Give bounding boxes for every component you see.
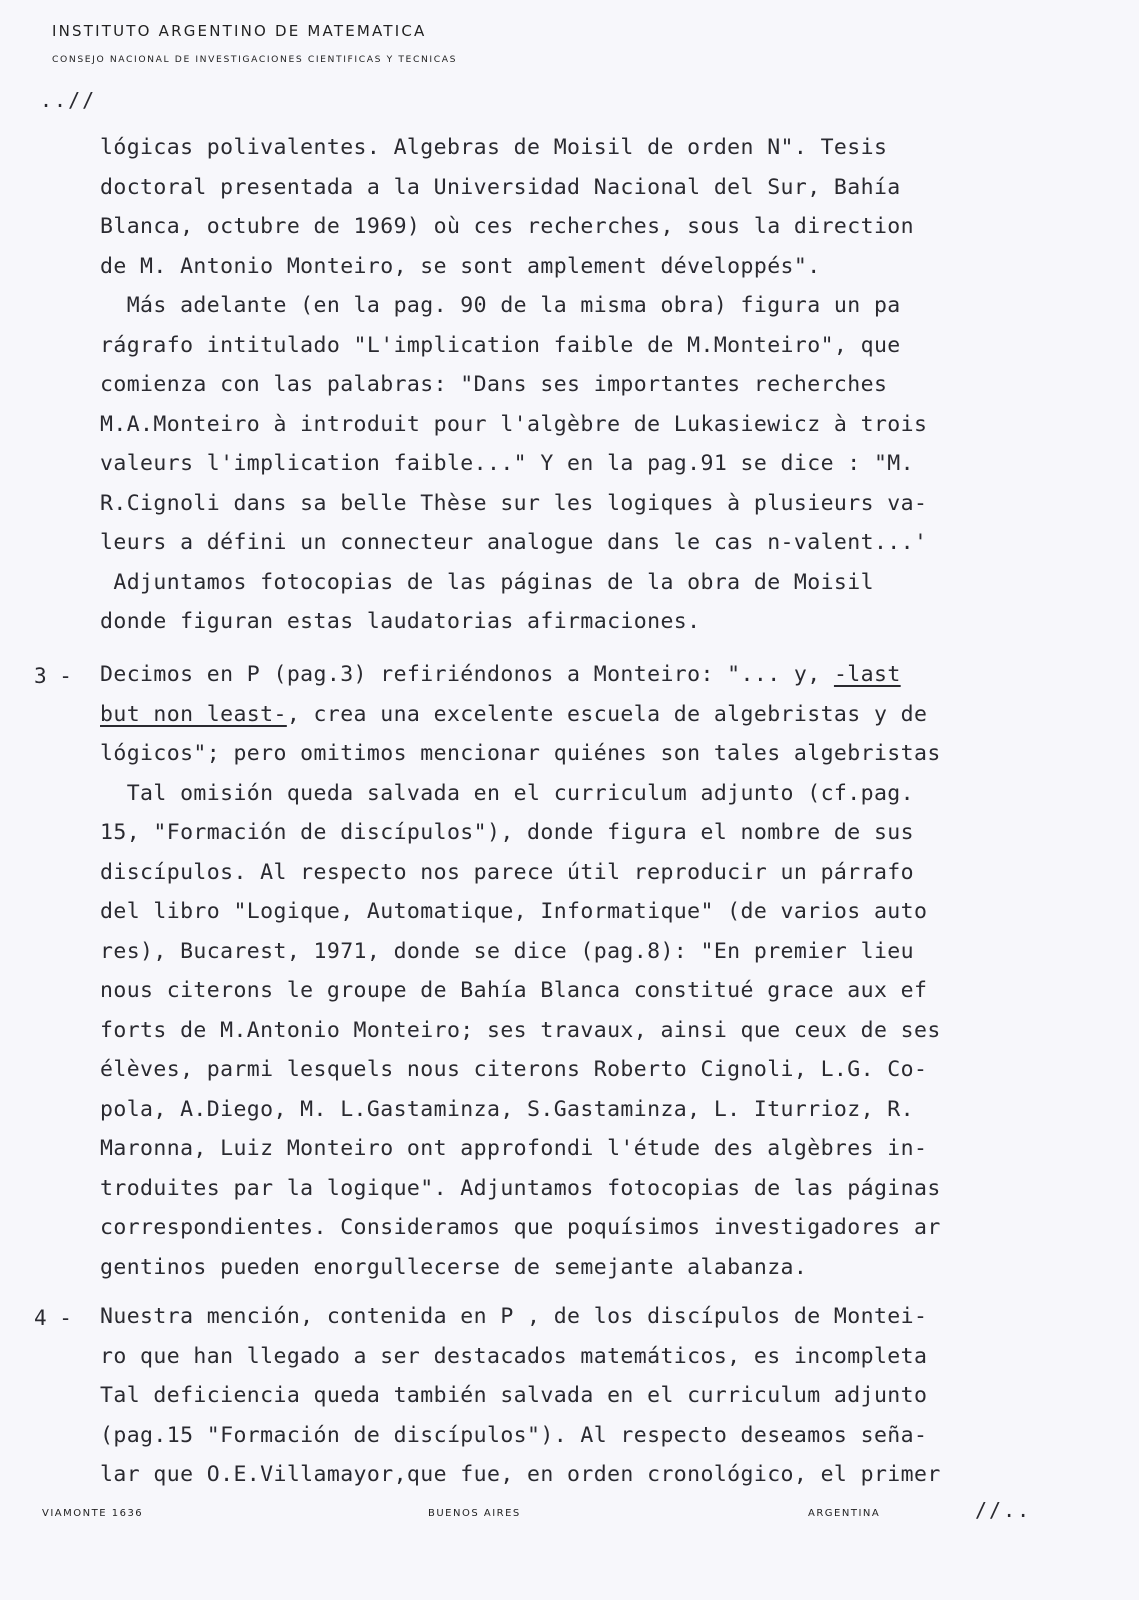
- item-4-number: 4 -: [34, 1306, 72, 1330]
- item-3-line: lógicos"; pero omitimos mencionar quiénes son tales algebristas: [100, 741, 941, 766]
- paragraph-line: lógicas polivalentes. Algebras de Moisil de orden N". Tesis: [100, 135, 888, 160]
- item-3-text: Decimos en P (pag.3) refiriéndonos a Monteiro: "... y,: [100, 662, 834, 687]
- underlined-phrase: but non least-: [100, 701, 287, 727]
- footer-address: VIAMONTE 1636: [42, 1508, 144, 1519]
- paragraph-line: Blanca, octubre de 1969) où ces recherches, sous la direction: [100, 214, 914, 239]
- item-3-first-line: [100, 660, 901, 690]
- paragraph-line: de M. Antonio Monteiro, se sont amplement développés".: [100, 253, 821, 279]
- institute-name: INSTITUTO ARGENTINO DE MATEMATICA: [52, 22, 427, 40]
- item-3-line: Tal omisión queda salvada en el curriculum adjunto (cf.pag.: [100, 780, 914, 806]
- item-4-line: ro que han llegado a ser destacados matemáticos, es incompleta: [100, 1343, 928, 1369]
- paragraph-line: doctoral presentada a la Universidad Nacional del Sur, Bahía: [100, 174, 901, 200]
- paragraph-line: rágrafo intitulado "L'implication faible de M.Monteiro", que: [100, 332, 901, 358]
- footer-country: ARGENTINA: [808, 1508, 881, 1519]
- paragraph-line: Adjuntamos fotocopias de las páginas de la obra de Moisil: [100, 569, 874, 595]
- continuation-mark-top: ..//: [40, 88, 97, 112]
- item-3-line: gentinos pueden enorgullecerse de semejante alabanza.: [100, 1254, 808, 1280]
- item-4-line: Nuestra mención, contenida en P , de los discípulos de Montei-: [100, 1304, 928, 1329]
- item-3-line: forts de M.Antonio Monteiro; ses travaux, ainsi que ceux de ses: [100, 1017, 941, 1043]
- paragraph-line: comienza con las palabras: "Dans ses importantes recherches: [100, 372, 888, 397]
- letterhead: [52, 22, 457, 65]
- council-name: CONSEJO NACIONAL DE INVESTIGACIONES CIENTIFICAS Y TECNICAS: [52, 54, 458, 65]
- underlined-phrase: -last: [833, 662, 901, 687]
- item-3-line: 15, "Formación de discípulos"), donde figura el nombre de sus: [100, 820, 914, 845]
- item-4-line: (pag.15 "Formación de discípulos"). Al respecto deseamos seña-: [100, 1422, 928, 1448]
- paragraph-line: R.Cignoli dans sa belle Thèse sur les logiques à plusieurs va-: [100, 490, 928, 516]
- item-3-line: correspondientes. Consideramos que poquísimos investigadores ar: [100, 1215, 941, 1240]
- footer-city: BUENOS AIRES: [428, 1508, 521, 1519]
- continuation-mark-bottom: //..: [975, 1498, 1032, 1522]
- item-3-text: , crea una excelente escuela de algebristas y de: [286, 701, 928, 727]
- paragraph-line: leurs a défini un connecteur analogue dans le cas n-valent...': [100, 530, 928, 555]
- item-3-line: nous citerons le groupe de Bahía Blanca constitué grace aux ef: [100, 978, 928, 1003]
- item-3-line: res), Bucarest, 1971, donde se dice (pag.8): "En premier lieu: [100, 938, 914, 964]
- item-3-line: del libro "Logique, Automatique, Informatique" (de varios auto: [100, 899, 928, 924]
- paragraph-line: valeurs l'implication faible..." Y en la pag.91 se dice : "M.: [100, 451, 914, 476]
- item-3-line: troduites par la logique". Adjuntamos fotocopias de las páginas: [100, 1175, 941, 1201]
- item-3-line: élèves, parmi lesquels nous citerons Roberto Cignoli, L.G. Co-: [100, 1057, 928, 1082]
- paragraph-line: donde figuran estas laudatorias afirmaciones.: [100, 609, 701, 634]
- item-4-line: Tal deficiencia queda también salvada en el curriculum adjunto: [100, 1383, 928, 1408]
- item-3-line: Maronna, Luiz Monteiro ont approfondi l'étude des algèbres in-: [100, 1136, 928, 1161]
- item-3-line: pola, A.Diego, M. L.Gastaminza, S.Gastaminza, L. Iturrioz, R.: [100, 1096, 914, 1122]
- paragraph-line: M.A.Monteiro à introduit pour l'algèbre de Lukasiewicz à trois: [100, 411, 928, 437]
- item-4-line: lar que O.E.Villamayor,que fue, en orden cronológico, el primer: [100, 1462, 941, 1487]
- item-3-number: 3 -: [34, 664, 72, 688]
- item-3-line: discípulos. Al respecto nos parece útil reproducir un párrafo: [100, 859, 914, 885]
- paragraph-line: Más adelante (en la pag. 90 de la misma obra) figura un pa: [100, 293, 901, 318]
- item-3-second-line: [100, 700, 927, 730]
